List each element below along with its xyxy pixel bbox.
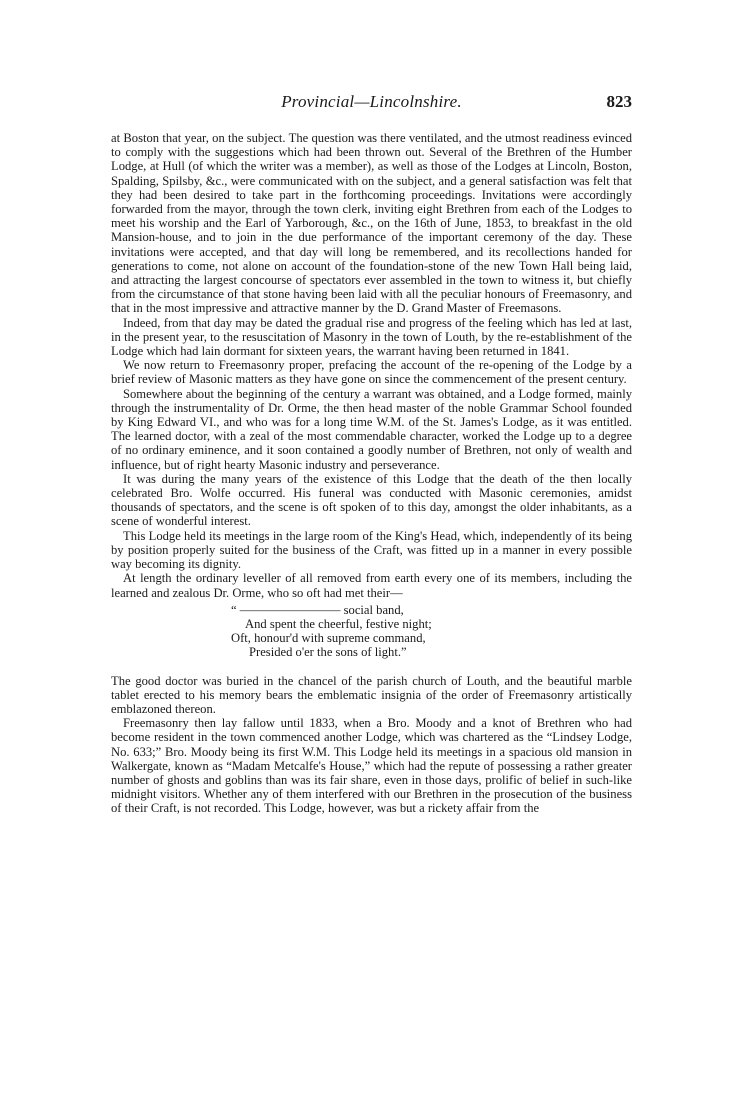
paragraph: We now return to Freemasonry proper, prefacing the account of the re-opening of the Lodge by a brief review of Masonic matters as they have gone on since the commencement of the present century.	[111, 358, 632, 387]
verse-line: And spent the cheerful, festive night;	[245, 616, 432, 631]
paragraph: Freemasonry then lay fallow until 1833, when a Bro. Moody and a knot of Brethren who had become resident in the town commenced another Lodge, which was chartered as the “Lindsey Lodge, No. 633;” Bro. Moody being its first W.M. This Lodge held its meetings in a spacious old mansion in Walkergate, known as “Madam Metcalfe's House,” which had the repute of possessing a rather greater number of ghosts and goblins than was its fair share, even in those days, prolific of belief in such-like midnight visitors. Whether any of them interfered with our Brethren in the prosecution of the business of their Craft, is not recorded. This Lodge, however, was but a rickety affair from the	[111, 716, 632, 816]
page-header	[111, 92, 632, 114]
paragraph: At length the ordinary leveller of all removed from earth every one of its members, including the learned and zealous Dr. Orme, who so oft had met their—	[111, 571, 632, 600]
verse-line: “ ———————— social band,	[231, 602, 404, 617]
paragraph: The good doctor was buried in the chancel of the parish church of Louth, and the beautiful marble tablet erected to his memory bears the emblematic insignia of the order of Freemasonry artistically emblazoned thereon.	[111, 673, 632, 716]
verse-quotation	[231, 603, 632, 660]
paragraph: Indeed, from that day may be dated the gradual rise and progress of the feeling which has led at last, in the present year, to the resuscitation of Masonry in the town of Louth, by the re-establishment of the Lodge which had lain dormant for sixteen years, the warrant having been returned in 1841.	[111, 315, 632, 359]
page-number: 823	[606, 92, 632, 111]
paragraph: This Lodge held its meetings in the large room of the King's Head, which, independently of its being by position properly suited for the business of the Craft, was fitted up in a manner in every possible way becoming its dignity.	[111, 528, 632, 572]
verse-line: Presided o'er the sons of light.”	[249, 645, 407, 660]
verse-line: Oft, honour'd with supreme command,	[231, 631, 426, 646]
paragraph: It was during the many years of the existence of this Lodge that the death of the then locally celebrated Bro. Wolfe occurred. His funeral was conducted with Masonic ceremonies, amidst thousands of spectators, and the scene is oft spoken of to this day, amongst the older inhabitants, as a scene of wonderful interest.	[111, 471, 632, 529]
running-title: Provincial—Lincolnshire.	[281, 92, 462, 111]
article-body	[111, 131, 632, 816]
paragraph: at Boston that year, on the subject. The question was there ventilated, and the utmost readiness evinced to comply with the suggestions which had been thrown out. Several of the Brethren of the Humber Lodge, at Hull (of which the writer was a member), as well as those of the Lodges at Lincoln, Boston, Spalding, Spilsby, &c., were communicated with on the subject, and a general satisfaction was felt that they had been desired to take part in the forthcoming proceedings. Invitations were accordingly forwarded from the mayor, through the town clerk, inviting eight Brethren from each of the Lodges to meet his worship and the Earl of Yarborough, &c., on the 16th of June, 1853, to breakfast in the old Mansion-house, and to join in the due performance of the important ceremony of the day. These invitations were accepted, and that day will long be remembered, and its recollections handed for generations to come, not alone on account of the foundation-stone of the new Town Hall being laid, and attracting the largest concourse of spectators ever assembled in the town to witness it, but chiefly from the circumstance of that stone having been laid with all the peculiar honours of Freemasonry, and that in the most impressive and attractive manner by the D. Grand Master of Freemasons.	[111, 131, 632, 316]
paragraph: Somewhere about the beginning of the century a warrant was obtained, and a Lodge formed, mainly through the instrumentality of Dr. Orme, the then head master of the noble Grammar School founded by King Edward VI., and who was for a long time W.M. of the St. James's Lodge, as it was entitled. The learned doctor, with a zeal of the most commendable character, worked the Lodge up to a degree of no ordinary eminence, and it soon contained a goodly number of Brethren, not only of wealth and influence, but of right hearty Masonic industry and perseverance.	[111, 386, 632, 472]
